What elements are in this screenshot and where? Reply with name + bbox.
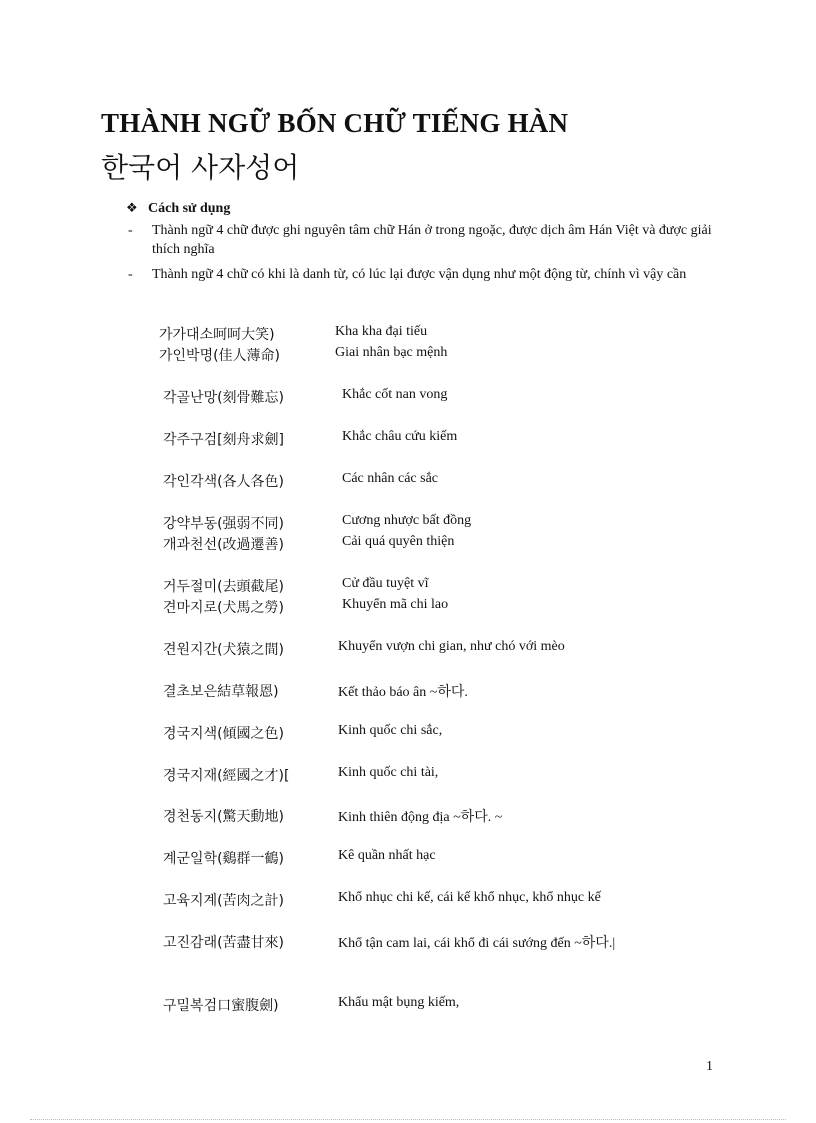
idiom-meaning: Kinh thiên động địa ~하다. ~	[338, 810, 503, 825]
idiom-korean: 결초보은結草報恩)	[163, 684, 279, 700]
idiom-meaning: Kê quần nhất hạc	[338, 848, 436, 863]
note-text: Thành ngữ 4 chữ được ghi nguyên tâm chữ Hán ở trong ngoặc, được dịch âm Hán Việt và được giải thích nghĩa	[152, 223, 712, 257]
idiom-korean: 견원지간(犬猿之間)	[163, 642, 285, 658]
page-number: 1	[706, 1059, 713, 1074]
note-dash: -	[128, 223, 133, 238]
idiom-korean: 강약부동(强弱不同)	[163, 516, 285, 532]
idiom-korean: 각인각색(各人各色)	[163, 474, 285, 490]
page-subtitle-korean: 한국어 사자성어	[101, 151, 300, 184]
page-bottom-rule	[30, 1119, 786, 1120]
idiom-korean: 견마지로(犬馬之勞)	[163, 600, 285, 616]
usage-note	[128, 265, 728, 284]
idiom-korean: 고육지계(苦肉之計)	[163, 893, 285, 909]
idiom-meaning: Cải quá quyên thiện	[342, 534, 455, 549]
idiom-meaning: Khắc cốt nan vong	[342, 387, 448, 402]
diamond-bullet-icon: ❖	[126, 200, 138, 215]
idiom-korean: 가가대소呵呵大笑)	[159, 327, 275, 343]
idiom-korean: 경국지색(傾國之色)	[163, 726, 285, 742]
idiom-korean: 구밀복검口蜜腹劍)	[163, 998, 279, 1014]
idiom-korean: 계군일학(鷄群一鶴)	[163, 851, 285, 867]
usage-heading-label: Cách sử dụng	[148, 201, 231, 216]
idiom-meaning: Khắc châu cứu kiếm	[342, 429, 458, 444]
note-text: Thành ngữ 4 chữ có khi là danh từ, có lúc lại được vận dụng như một động từ, chính vì vậy cần	[152, 267, 687, 282]
idiom-korean: 거두절미(去頭截尾)	[163, 579, 285, 595]
idiom-korean: 각골난망(刻骨難忘)	[163, 390, 285, 406]
idiom-meaning: Khuyển mã chi lao	[342, 597, 449, 612]
idiom-meaning: Kha kha đại tiếu	[335, 324, 428, 339]
idiom-meaning: Khổ nhục chi kế, cái kế khổ nhục, khổ nhục kế	[338, 890, 601, 905]
idiom-korean: 경천동지(驚天動地)	[163, 809, 285, 825]
idiom-korean: 개과천선(改過遷善)	[163, 537, 285, 553]
idiom-meaning: Khẩu mật bụng kiếm,	[338, 995, 460, 1010]
idiom-meaning: Kinh quốc chi tài,	[338, 765, 439, 780]
usage-note	[128, 221, 728, 259]
usage-heading	[126, 200, 230, 217]
idiom-korean: 각주구검[刻舟求劍]	[163, 432, 285, 448]
idiom-meaning: Cương nhược bất đồng	[342, 513, 472, 528]
idiom-meaning: Khuyển vượn chi gian, như chó với mèo	[338, 639, 565, 654]
idiom-meaning: Giai nhân bạc mệnh	[335, 345, 448, 360]
idiom-meaning: Kết thảo báo ân ~하다.	[338, 685, 468, 700]
idiom-korean: 고진감래(苦盡甘來)	[163, 935, 285, 951]
idiom-korean: 경국지재(經國之才)[	[163, 768, 290, 784]
note-dash: -	[128, 267, 133, 282]
idiom-meaning: Kinh quốc chi sắc,	[338, 723, 443, 738]
idiom-korean: 가인박명(佳人薄命)	[159, 348, 281, 364]
idiom-meaning: Cử đầu tuyệt vĩ	[342, 576, 429, 591]
idiom-meaning: Các nhân các sắc	[342, 471, 438, 486]
page-title: THÀNH NGỮ BỐN CHỮ TIẾNG HÀN	[101, 108, 569, 138]
idiom-meaning: Khổ tận cam lai, cái khổ đi cái sướng đến ~하다.|	[338, 936, 616, 951]
